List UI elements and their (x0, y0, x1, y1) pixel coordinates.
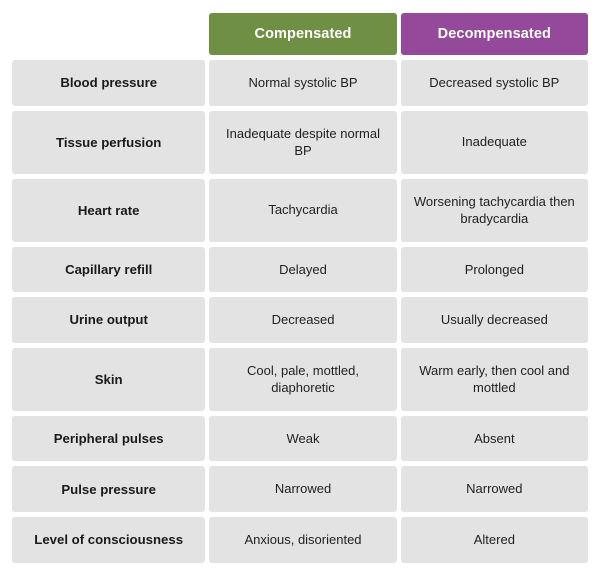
cell-compensated: Narrowed (209, 466, 396, 512)
cell-compensated: Inadequate despite normal BP (209, 111, 396, 174)
column-header-compensated: Compensated (209, 13, 396, 55)
cell-decompensated: Usually decreased (401, 297, 588, 343)
table-row (12, 179, 588, 242)
cell-decompensated: Worsening tachycardia then bradycardia (401, 179, 588, 242)
column-header-decompensated: Decompensated (401, 13, 588, 55)
corner-blank-cell (12, 13, 205, 55)
cell-compensated: Delayed (209, 247, 396, 293)
cell-compensated: Cool, pale, mottled, diaphoretic (209, 348, 396, 411)
cell-compensated: Weak (209, 416, 396, 462)
cell-decompensated: Inadequate (401, 111, 588, 174)
comparison-table (8, 8, 592, 568)
row-label: Blood pressure (12, 60, 205, 106)
table-row (12, 416, 588, 462)
cell-compensated: Tachycardia (209, 179, 396, 242)
row-label: Skin (12, 348, 205, 411)
row-label: Peripheral pulses (12, 416, 205, 462)
table-row (12, 348, 588, 411)
cell-decompensated: Prolonged (401, 247, 588, 293)
table-row (12, 466, 588, 512)
cell-decompensated: Absent (401, 416, 588, 462)
row-label: Level of consciousness (12, 517, 205, 563)
row-label: Heart rate (12, 179, 205, 242)
row-label: Tissue perfusion (12, 111, 205, 174)
table-body (12, 60, 588, 563)
table-header-row (12, 13, 588, 55)
table-row (12, 60, 588, 106)
table-row (12, 247, 588, 293)
row-label: Pulse pressure (12, 466, 205, 512)
cell-decompensated: Altered (401, 517, 588, 563)
table-row (12, 297, 588, 343)
row-label: Capillary refill (12, 247, 205, 293)
table-row (12, 111, 588, 174)
cell-compensated: Normal systolic BP (209, 60, 396, 106)
cell-decompensated: Decreased systolic BP (401, 60, 588, 106)
table-header (12, 13, 588, 55)
cell-compensated: Anxious, disoriented (209, 517, 396, 563)
row-label: Urine output (12, 297, 205, 343)
cell-decompensated: Warm early, then cool and mottled (401, 348, 588, 411)
cell-decompensated: Narrowed (401, 466, 588, 512)
cell-compensated: Decreased (209, 297, 396, 343)
